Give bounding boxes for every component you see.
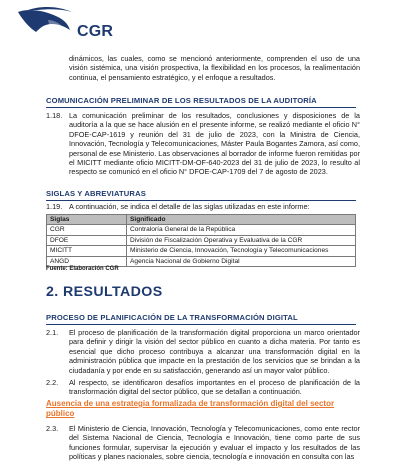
section-heading-communication: COMUNICACIÓN PRELIMINAR DE LOS RESULTADOS DE LA AUDITORÍA xyxy=(46,96,356,108)
table-row xyxy=(47,225,356,236)
table-cell-meaning: Ministerio de Ciencia, Innovación, Tecnología y Telecomunicaciones xyxy=(127,246,356,257)
paragraph-number: 2.1. xyxy=(46,328,59,337)
paragraph-number: 1.18. xyxy=(46,111,63,120)
table-cell-meaning: División de Fiscalización Operativa y Evaluativa de la CGR xyxy=(127,235,356,246)
section-heading-acronyms: SIGLAS Y ABREVIATURAS xyxy=(46,189,356,201)
finding-heading: Ausencia de una estrategia formalizada de transformación digital del sector público xyxy=(46,399,335,419)
costa-rica-map-icon xyxy=(14,4,134,48)
table-cell-acronym: CGR xyxy=(47,225,127,236)
results-paragraph-2: Al respecto, se identificaron desafíos importantes en el proceso de planificación de la transformación digital del sector público, que se detallan a continuación. xyxy=(69,378,360,397)
table-header-cell: Siglas xyxy=(47,215,127,225)
acronyms-table xyxy=(46,214,356,267)
cgr-logo xyxy=(14,4,134,48)
acronyms-intro: A continuación, se indica el detalle de las siglas utilizadas en este informe: xyxy=(69,202,310,211)
table-cell-meaning: Contraloría General de la República xyxy=(127,225,356,236)
section-heading-planning: PROCESO DE PLANIFICACIÓN DE LA TRANSFORMACIÓN DIGITAL xyxy=(46,313,356,325)
table-cell-meaning: Agencia Nacional de Gobierno Digital xyxy=(127,256,356,267)
table-header-row xyxy=(47,215,356,225)
communication-paragraph: La comunicación preliminar de los resultados, conclusiones y disposiciones de la auditoría a la que se hace alusión en el presente informe, se realizó mediante el oficio N° DFOE-CAP-1619 y reunión del 31 de julio de 2023, con la Ministra de Ciencia, Innovación, Tecnología y Telecomunicaciones, Máster Paula Bogantes Zamora, así como, personal de ese Ministerio. Las observaciones al borrador de informe fueron remitidas por el MICITT mediante oficio MICITT-DM-OF-640-2023 del 31 de julio de 2023, lo resulto al respecto se comunicó en el oficio N° DFOE-CAP-1709 del 7 de agosto de 2023. xyxy=(69,111,360,177)
table-row xyxy=(47,235,356,246)
intro-paragraph: dinámicos, las cuales, como se mencionó anteriormente, comprenden el uso de una visión sistémica, una visión prospectiva, la flexibilidad en los procesos, la realimentación continua, el pensamiento estratégico, y el enfoque a resultados. xyxy=(69,54,360,82)
paragraph-number: 2.2. xyxy=(46,378,59,387)
table-source-note: Fuente: Elaboración CGR xyxy=(46,266,119,272)
table-cell-acronym: MICITT xyxy=(47,246,127,257)
results-paragraph-3: El Ministerio de Ciencia, Innovación, Tecnología y Telecomunicaciones, como ente rector del Sistema Nacional de Ciencia, Tecnología e Innovación, tiene como parte de sus funciones formular, supervisar la ejecución y evaluar el impacto y los resultados de las políticas y planes nacionales, sobre ciencia, tecnología e innovación en consulta con las xyxy=(69,424,360,462)
results-paragraph-1: El proceso de planificación de la transformación digital proporciona un marco orientador para definir y dirigir la visión del sector público en cuanto a dicha materia. Por tanto es esencial que dicho proceso contribuya a alcanzar una transformación digital en la administración pública que impacte en la prestación de los servicios que se brindan a la ciudadanía y por ende en su satisfacción, generando así un mayor valor público. xyxy=(69,328,360,375)
table-row xyxy=(47,246,356,257)
paragraph-number: 2.3. xyxy=(46,424,59,433)
table-header-cell: Significado xyxy=(127,215,356,225)
table-cell-acronym: ANGD xyxy=(47,256,127,267)
results-title: 2. RESULTADOS xyxy=(46,284,163,300)
logo-text: CGR xyxy=(77,23,114,40)
paragraph-number: 1.19. xyxy=(46,202,63,211)
table-cell-acronym: DFOE xyxy=(47,235,127,246)
